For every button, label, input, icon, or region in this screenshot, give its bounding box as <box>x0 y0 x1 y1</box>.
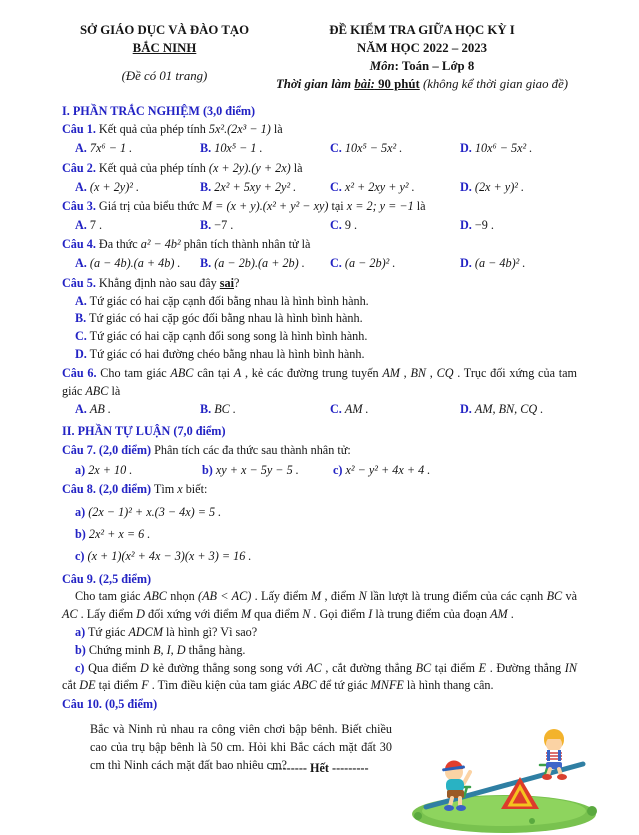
option-letter: A. <box>75 293 87 308</box>
question-7-stem <box>62 442 577 460</box>
question-10-text: Bắc và Ninh rủ nhau ra công viên chơi bập bênh. Biết chiều cao của trụ bập bênh là 50 cm. Hỏi khi Bắc cách mặt đất 30 cm thì Ninh cách mặt đất bao nhiêu cm? <box>90 722 392 772</box>
option-text: −9 . <box>471 217 494 232</box>
question-1-stem <box>62 121 577 139</box>
exam-title-block <box>267 22 577 94</box>
option-letter: A. <box>75 179 87 194</box>
option-a <box>62 293 577 311</box>
option-d <box>460 254 577 274</box>
part-c <box>62 548 577 566</box>
question-9 <box>62 571 577 696</box>
option-text: 10x⁵ − 5x² . <box>344 141 403 156</box>
question-9-intro: Cho tam giác ABC nhọn (AB < AC) . Lấy điểm M , điểm N lần lượt là trung điểm của các cạnh BC và AC . Lấy điểm D đối xứng với điểm M qua điểm N . Gọi điểm I là trung điểm của đoạn AM . <box>62 589 578 622</box>
option-text: BC . <box>214 402 236 417</box>
option-d <box>460 400 577 420</box>
option-c <box>330 216 460 236</box>
option-text: Tứ giác có hai cặp góc đối bằng nhau là hình bình hành. <box>86 311 363 326</box>
part-text: 2x² + x = 6 . <box>88 526 151 541</box>
option-letter: A. <box>75 141 87 156</box>
question-7-parts <box>62 460 577 481</box>
option-letter: B. <box>200 256 212 271</box>
option-letter: C. <box>330 179 342 194</box>
question-6-text: Cho tam giác ABC cân tại A , kẻ các đường trung tuyến AM , BN , CQ . Trục đối xứng của tam giác ABC là <box>62 365 577 398</box>
option-text: 10x⁵ − 1 . <box>214 141 263 156</box>
question-1-options <box>62 139 577 159</box>
option-letter: C. <box>330 141 342 156</box>
question-4 <box>62 236 577 273</box>
part-letter: a) <box>75 504 86 519</box>
option-text: (2x + y)² . <box>474 179 525 194</box>
option-a <box>62 178 200 198</box>
part-a <box>62 624 577 642</box>
duration-line <box>267 76 577 94</box>
question-5-text: Khẳng định nào sau đây sai? <box>95 275 240 290</box>
page-count-note: (Đề có 01 trang) <box>121 68 208 83</box>
question-4-number: Câu 4. <box>62 237 96 252</box>
option-letter: B. <box>200 179 212 194</box>
question-2-stem <box>62 160 577 178</box>
question-9-number-line <box>62 571 577 589</box>
part-a <box>62 460 202 481</box>
question-6-number: Câu 6. <box>62 365 97 380</box>
option-letter: A. <box>75 402 87 417</box>
question-6 <box>62 365 577 420</box>
option-letter: D. <box>460 179 472 194</box>
option-letter: B. <box>75 311 87 326</box>
option-text: 2x² + 5xy + 2y² . <box>214 179 297 194</box>
option-text: Tứ giác có hai cặp cạnh đối song song là hình bình hành. <box>86 329 368 344</box>
school-year: NĂM HỌC 2022 – 2023 <box>356 40 488 55</box>
question-5-number: Câu 5. <box>62 275 96 290</box>
question-8-text: Tìm x biết: <box>151 482 208 497</box>
option-letter: C. <box>330 256 342 271</box>
issuer-block <box>62 22 267 94</box>
question-10-number: Câu 10. (0,5 điểm) <box>62 697 158 712</box>
question-4-stem <box>62 236 577 254</box>
option-letter: B. <box>200 217 212 232</box>
option-text: 7x⁶ − 1 . <box>89 141 133 156</box>
option-text: x² + 2xy + y² . <box>344 179 415 194</box>
subject-line <box>267 58 577 76</box>
duration-minutes: 90 phút <box>374 76 420 91</box>
option-c <box>330 139 460 159</box>
option-letter: B. <box>200 402 212 417</box>
option-text: AB . <box>89 402 111 417</box>
option-letter: A. <box>75 256 87 271</box>
question-5-stem <box>62 275 577 293</box>
part-letter: b) <box>75 526 86 541</box>
option-text: 9 . <box>341 217 358 232</box>
option-a <box>62 216 200 236</box>
question-4-options <box>62 254 577 274</box>
question-6-options <box>62 400 577 420</box>
option-letter: C. <box>330 402 342 417</box>
question-2 <box>62 160 577 197</box>
question-7-number: Câu 7. (2,0 điểm) <box>62 442 152 457</box>
duration-underlined-label: bài: <box>354 76 375 91</box>
question-3-options <box>62 216 577 236</box>
option-text: 7 . <box>86 217 103 232</box>
part-letter: a) <box>75 625 86 639</box>
question-6-stem <box>62 365 577 401</box>
option-a <box>62 254 200 274</box>
question-3-text: Giá trị của biểu thức M = (x + y).(x² + y² − xy) tại x = 2; y = −1 là <box>95 199 426 214</box>
part-letter: c) <box>75 549 85 564</box>
option-text: (a − 4b)² . <box>474 256 526 271</box>
option-text: (a − 2b).(a + 2b) . <box>214 256 305 271</box>
subject-value: : Toán – Lớp 8 <box>394 58 475 73</box>
question-3-number: Câu 3. <box>62 199 96 214</box>
part-letter: c) <box>75 660 85 675</box>
part-letter: b) <box>202 462 213 477</box>
option-d <box>62 346 577 364</box>
option-b <box>200 139 330 159</box>
part-text: (2x − 1)² + x.(3 − 4x) = 5 . <box>88 504 222 519</box>
part-text: Chứng minh B, I, D thẳng hàng. <box>85 642 246 657</box>
part-text: xy + x − 5y − 5 . <box>215 462 299 477</box>
part-letter: b) <box>75 642 86 657</box>
part-c <box>333 460 577 481</box>
issuer-department: SỞ GIÁO DỤC VÀ ĐÀO TẠO <box>79 23 250 37</box>
option-c <box>330 400 460 420</box>
question-8-number: Câu 8. (2,0 điểm) <box>62 482 152 497</box>
section-2-title: II. PHẦN TỰ LUẬN (7,0 điểm) <box>62 423 226 438</box>
option-b <box>200 254 330 274</box>
option-letter: A. <box>75 217 87 232</box>
question-2-text: Kết quả của phép tính (x + 2y).(y + 2x) là <box>95 160 303 175</box>
section-1-title: I. PHẦN TRẮC NGHIỆM (3,0 điểm) <box>62 103 256 118</box>
part-letter: c) <box>333 462 343 477</box>
option-letter: C. <box>75 329 87 344</box>
part-c <box>62 660 577 696</box>
question-4-text: Đa thức a² − 4b² phân tích thành nhân tử là <box>95 237 311 252</box>
part-b <box>62 526 577 544</box>
question-10-body <box>62 721 577 835</box>
option-letter: B. <box>200 141 212 156</box>
option-a <box>62 400 200 420</box>
question-5 <box>62 275 577 364</box>
question-7 <box>62 442 577 481</box>
option-b <box>200 400 330 420</box>
question-2-options <box>62 178 577 198</box>
question-10-number-line <box>62 696 577 714</box>
option-text: AM, BN, CQ . <box>474 402 544 417</box>
part-text: x² − y² + 4x + 4 . <box>345 462 431 477</box>
option-letter: D. <box>75 347 87 361</box>
option-text: (a − 4b).(a + 4b) . <box>89 256 181 271</box>
part-text: Tứ giác ADCM là hình gì? Vì sao? <box>85 625 258 639</box>
option-text: AM . <box>344 402 369 417</box>
question-8-stem <box>62 481 577 499</box>
part-b <box>62 642 577 660</box>
duration-prefix: Thời gian làm <box>275 76 355 91</box>
option-text: −7 . <box>211 217 234 232</box>
option-c <box>62 328 577 346</box>
option-letter: D. <box>460 402 472 417</box>
question-1 <box>62 121 577 158</box>
duration-note: (không kể thời gian giao đề) <box>419 76 569 91</box>
part-text: 2x + 10 . <box>88 462 133 477</box>
option-a <box>62 139 200 159</box>
part-text: Qua điểm D kẻ đường thẳng song song với AC , cắt đường thẳng BC tại điểm E . Đường thẳng IN cắt DE tại điểm F . Tìm điều kiện của tam giác ABC để tứ giác MNFE là hình thang cân. <box>62 660 577 693</box>
option-c <box>330 178 460 198</box>
option-d <box>460 139 577 159</box>
question-1-text: Kết quả của phép tính 5x².(2x³ − 1) là <box>95 122 283 137</box>
question-8 <box>62 481 577 566</box>
part-a <box>62 504 577 522</box>
issuer-province: BẮC NINH <box>132 40 197 55</box>
question-9-number: Câu 9. (2,5 điểm) <box>62 571 152 586</box>
option-text: 10x⁶ − 5x² . <box>474 141 533 156</box>
option-d <box>460 178 577 198</box>
option-text: Tứ giác có hai đường chéo bằng nhau là hình bình hành. <box>86 347 365 361</box>
option-letter: D. <box>460 217 472 232</box>
option-text: (a − 2b)² . <box>344 256 396 271</box>
question-3 <box>62 198 577 235</box>
question-1-number: Câu 1. <box>62 122 96 137</box>
exam-title: ĐỀ KIỂM TRA GIỮA HỌC KỲ I <box>329 23 515 37</box>
option-letter: D. <box>460 256 472 271</box>
option-c <box>330 254 460 274</box>
exam-header <box>62 22 577 94</box>
option-text: Tứ giác có hai cặp cạnh đối bằng nhau là hình bình hành. <box>86 293 369 308</box>
option-d <box>460 216 577 236</box>
part-text: (x + 1)(x² + 4x − 3)(x + 3) = 16 . <box>87 549 252 564</box>
end-of-exam-marker: --------- Hết --------- <box>270 761 369 775</box>
subject-label: Môn <box>369 58 395 73</box>
question-7-text: Phân tích các đa thức sau thành nhân tử: <box>151 442 351 457</box>
question-3-stem <box>62 198 577 216</box>
option-b <box>200 178 330 198</box>
option-letter: D. <box>460 141 472 156</box>
question-2-number: Câu 2. <box>62 160 96 175</box>
part-letter: a) <box>75 462 86 477</box>
option-b <box>200 216 330 236</box>
option-b <box>62 310 577 328</box>
part-b <box>202 460 333 481</box>
option-text: (x + 2y)² . <box>89 179 140 194</box>
option-letter: C. <box>330 217 342 232</box>
